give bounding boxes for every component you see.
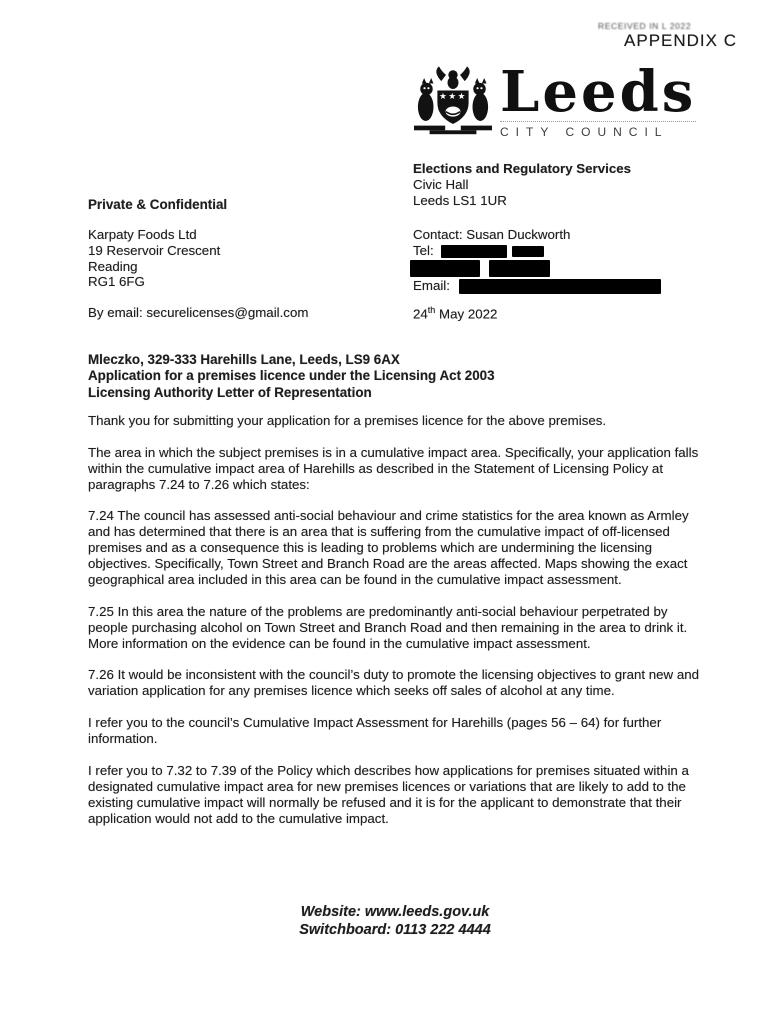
- faint-date-stamp: RECEIVED IN L 2022: [598, 21, 692, 31]
- privacy-label: Private & Confidential: [88, 197, 228, 212]
- by-email-line: By email: securelicenses@gmail.com: [88, 305, 309, 320]
- appendix-label: APPENDIX C: [624, 31, 737, 50]
- footer-website: Website: www.leeds.gov.uk: [300, 904, 490, 920]
- sender-department: Elections and Regulatory Services: [413, 161, 632, 176]
- letter-footer: [88, 904, 702, 939]
- sender-address-block: [413, 161, 631, 209]
- tel-label: Tel:: [413, 243, 434, 258]
- letter-body: [88, 413, 708, 842]
- redaction-bar: [489, 260, 550, 277]
- letter-date: [413, 305, 497, 321]
- paragraph-cia-reference: I refer you to the council’s Cumulative Impact Assessment for Harehills (pages 56 – 64) for further information.: [88, 715, 662, 747]
- subject-premises: Mleczko, 329-333 Harehills Lane, Leeds, LS9 6AX: [88, 352, 400, 367]
- recipient-address-line: Reading: [88, 258, 138, 274]
- redaction-bar: [459, 279, 661, 294]
- date-suffix: th: [427, 305, 436, 315]
- recipient-address-line: 19 Reservoir Crescent: [88, 242, 221, 258]
- date-day: 24: [413, 306, 428, 322]
- subject-application: Application for a premises licence under the Licensing Act 2003: [88, 368, 495, 384]
- paragraph-7-26: 7.26 It would be inconsistent with the council’s duty to promote the licensing objectives to grant new and variation application for any premises licence which seeks off sales of alcohol at any time.: [88, 667, 700, 699]
- contact-details-block: [413, 227, 661, 295]
- subject-representation: Licensing Authority Letter of Representation: [88, 384, 372, 400]
- recipient-address-block: [88, 227, 220, 290]
- logo-wordmark: Leeds: [500, 59, 697, 125]
- logo-subtext: CITY COUNCIL: [500, 121, 696, 139]
- footer-switchboard: Switchboard: 0113 222 4444: [299, 921, 491, 938]
- sender-address-line: Civic Hall: [413, 177, 469, 192]
- tel-line: [413, 243, 661, 259]
- logo-text: [500, 59, 697, 139]
- recipient-address-line: RG1 6FG: [88, 274, 145, 290]
- leeds-crest-icon: [414, 66, 492, 140]
- leeds-city-council-logo: [414, 59, 697, 140]
- paragraph-policy-reference: I refer you to 7.32 to 7.39 of the Policy which describes how applications for premises situated within a designated cumulative impact area for new premises licences or variations that are likely to add to the existing cumulative impact will normally be refused and it is for the applicant to demonstrate that their application would not add to the cumulative impact.: [88, 762, 689, 826]
- date-rest: May 2022: [435, 306, 498, 322]
- svg-text:★★★: ★★★: [439, 92, 467, 103]
- subject-block: [88, 352, 708, 401]
- paragraph-thanks: Thank you for submitting your application for a premises licence for the above premises.: [88, 413, 607, 428]
- email-label: Email:: [413, 278, 450, 293]
- recipient-name: Karpaty Foods Ltd: [88, 227, 197, 242]
- redaction-bar: [441, 245, 507, 258]
- contact-person: Contact: Susan Duckworth: [413, 227, 571, 242]
- paragraph-cumulative-area: The area in which the subject premises is in a cumulative impact area. Specifically, your application falls within the cumulative impact area of Harehills as described in the Statement of Licensing Policy at paragraphs 7.24 to 7.26 which states:: [88, 444, 699, 492]
- redaction-bar: [512, 246, 544, 257]
- redacted-line: [413, 259, 661, 277]
- paragraph-7-25: 7.25 In this area the nature of the problems are predominantly anti-social behaviour perpetrated by people purchasing alcohol on Town Street and Branch Road and then remaining in the area to drink it. More information on the evidence can be found in the cumulative impact assessment.: [88, 603, 688, 651]
- sender-address-line: Leeds LS1 1UR: [413, 193, 507, 208]
- email-line: [413, 277, 661, 295]
- paragraph-7-24: 7.24 The council has assessed anti-social behaviour and crime statistics for the area known as Armley and has determined that there is an area that is suffering from the cumulative impact of off-licensed premises and as a consequence this is leading to problems which are undermining the licensing objectives. Specifically, Town Street and Branch Road are the areas affected. Maps showing the exact geographical area included in this area can be found in the cumulative impact assessment.: [88, 508, 689, 588]
- redaction-bar: [410, 260, 480, 277]
